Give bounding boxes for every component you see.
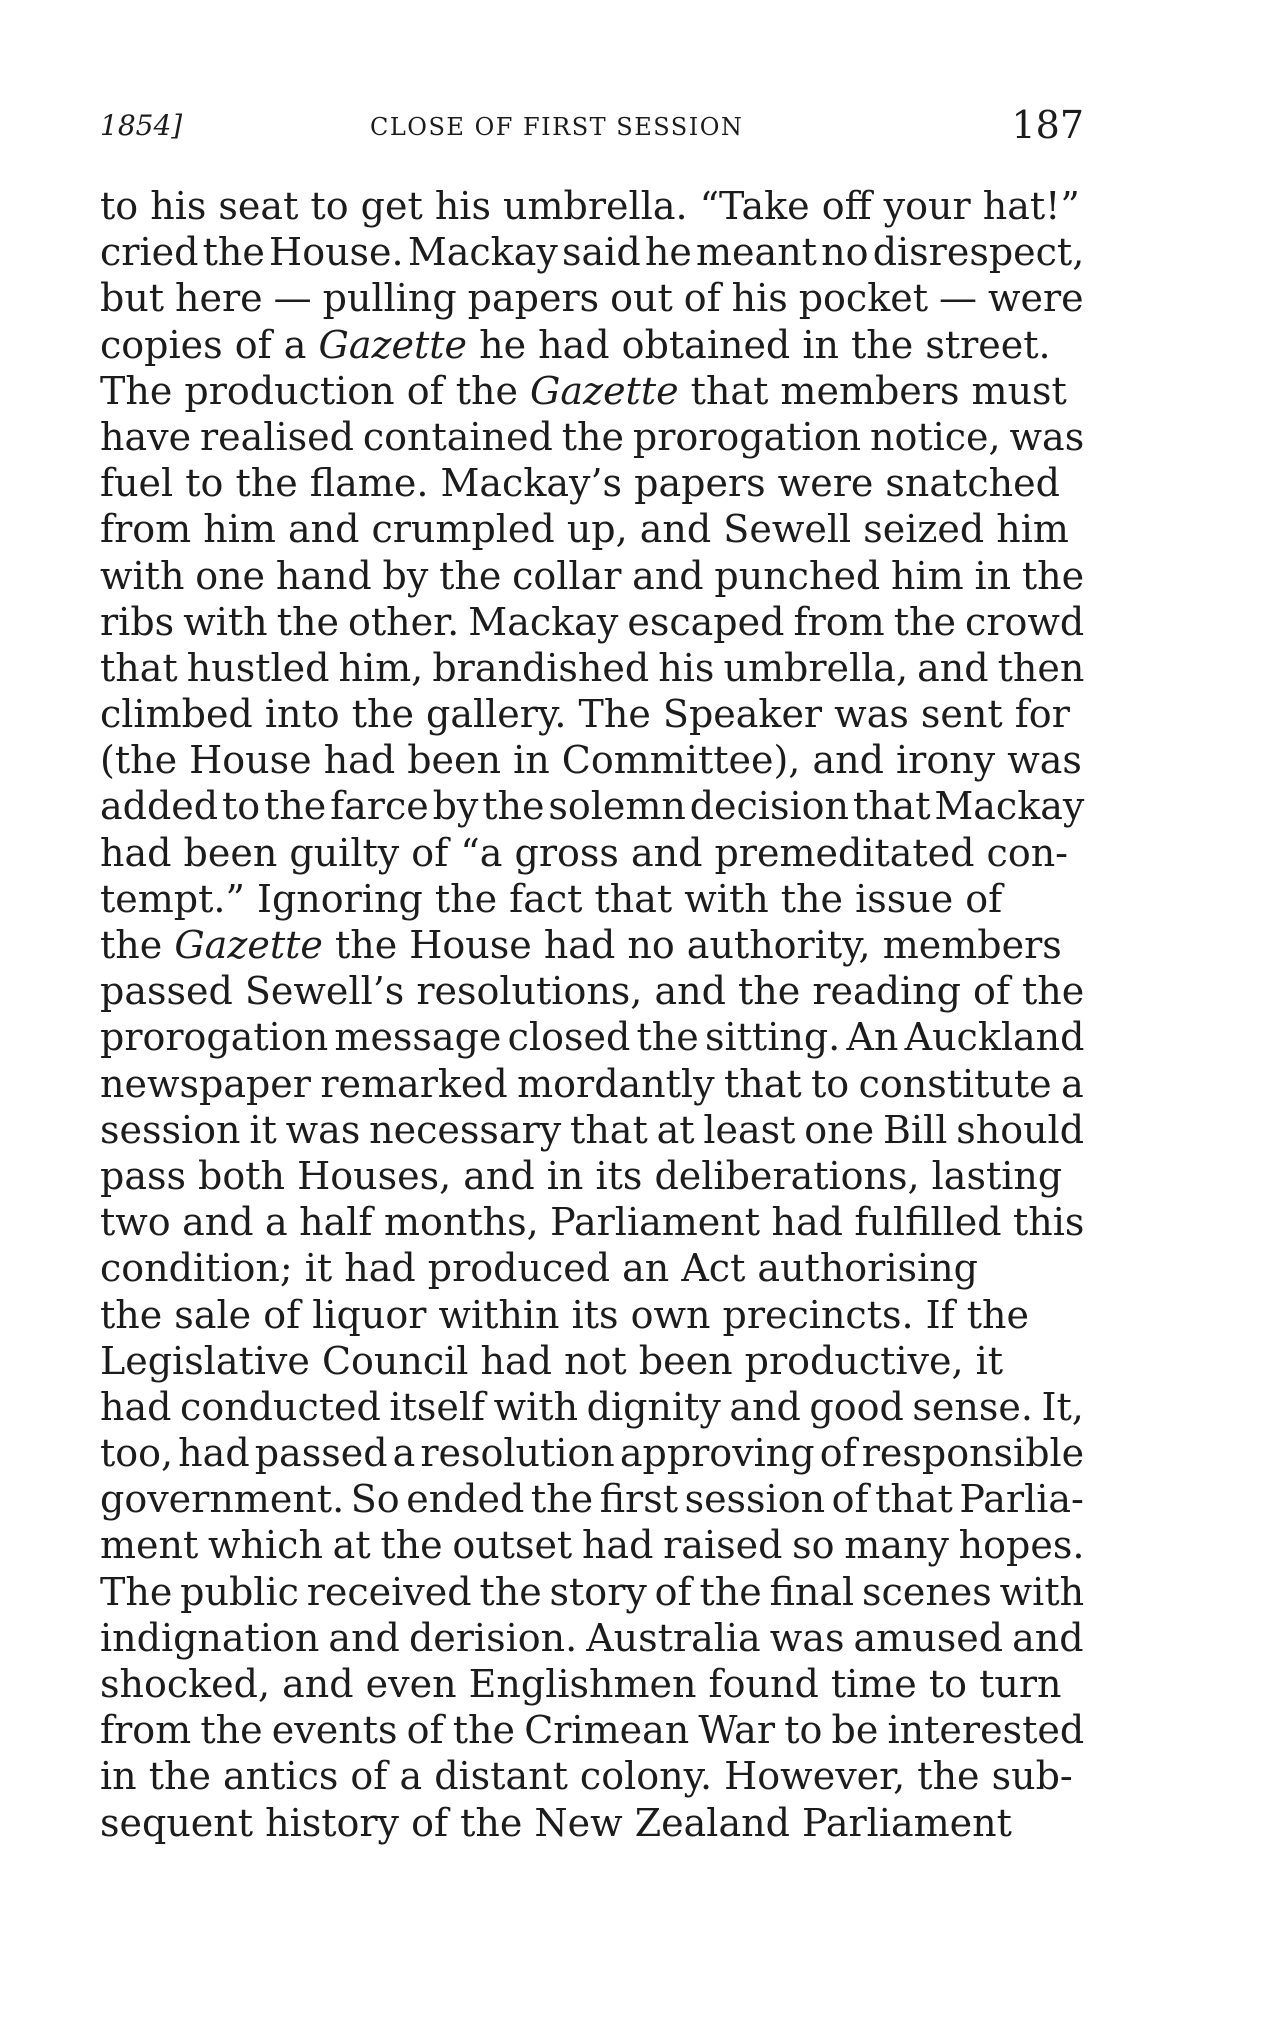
- text-segment: The production of the: [100, 368, 531, 413]
- text-line: [100, 1522, 1084, 1568]
- text-line: [100, 553, 1084, 599]
- text-line: [100, 691, 1084, 737]
- text-segment: added to the farce by the solemn decision that Mackay: [100, 784, 1085, 829]
- text-line: [100, 1430, 1084, 1476]
- italic-title: Gazette: [318, 322, 468, 367]
- text-segment: the: [100, 923, 175, 967]
- text-segment: that hustled him, brandished his umbrella, and then: [100, 645, 1085, 690]
- text-line: [100, 830, 1084, 876]
- text-segment: the sale of liquor within its own precincts. If the: [100, 1292, 1030, 1337]
- text-segment: government. So ended the first session of that Parlia-: [100, 1477, 1084, 1522]
- text-line: [100, 460, 1084, 506]
- text-segment: with one hand by the collar and punched him in the: [100, 553, 1085, 598]
- text-line: [100, 1153, 1084, 1199]
- text-line: [100, 1707, 1084, 1753]
- text-segment: shocked, and even Englishmen found time to turn: [100, 1662, 1062, 1706]
- text-segment: ribs with the other. Mackay escaped from the crowd: [100, 599, 1085, 644]
- text-line: [100, 599, 1084, 645]
- text-segment: copies of a: [100, 322, 319, 367]
- text-segment: session it was necessary that at least one Bill should: [100, 1107, 1085, 1152]
- text-segment: have realised contained the prorogation notice, was: [100, 414, 1085, 459]
- text-line: [100, 1384, 1084, 1430]
- text-line: [100, 183, 1084, 229]
- text-segment: climbed into the gallery. The Speaker was sent for: [100, 692, 1070, 737]
- text-line: [100, 275, 1084, 321]
- italic-title: Gazette: [174, 923, 323, 967]
- text-line: [100, 783, 1084, 829]
- text-segment: passed Sewell’s resolutions, and the reading of the: [100, 969, 1085, 1014]
- text-line: [100, 876, 1084, 922]
- text-line: [100, 1199, 1084, 1245]
- text-line: [100, 1061, 1084, 1107]
- text-line: [100, 922, 1084, 968]
- text-segment: from the events of the Crimean War to be interested: [100, 1708, 1085, 1753]
- text-line: [100, 1661, 1084, 1707]
- text-line: [100, 322, 1084, 368]
- text-segment: The public received the story of the final scenes with: [100, 1569, 1085, 1614]
- text-segment: sequent history of the New Zealand Parliament: [100, 1800, 1012, 1845]
- text-segment: pass both Houses, and in its deliberations, lasting: [100, 1153, 1063, 1198]
- text-line: [100, 229, 1084, 275]
- page-number: 187: [1011, 103, 1084, 147]
- text-segment: prorogation message closed the sitting. An Auckland: [100, 1015, 1085, 1060]
- body-text: [100, 183, 1084, 1846]
- text-segment: but here — pulling papers out of his pocket — were: [100, 276, 1084, 321]
- text-segment: ment which at the outset had raised so many hopes.: [100, 1523, 1085, 1568]
- text-segment: he had obtained in the street.: [467, 322, 1051, 367]
- text-segment: indignation and derision. Australia was amused and: [100, 1615, 1084, 1660]
- text-segment: had conducted itself with dignity and good sense. It,: [100, 1384, 1084, 1429]
- text-segment: condition; it had produced an Act authorising: [100, 1246, 978, 1291]
- text-segment: newspaper remarked mordantly that to constitute a: [100, 1061, 1084, 1106]
- text-segment: (the House had been in Committee), and irony was: [100, 738, 1082, 783]
- text-line: [100, 645, 1084, 691]
- text-line: [100, 1107, 1084, 1153]
- text-line: [100, 368, 1084, 414]
- text-segment: too, had passed a resolution approving of responsible: [100, 1431, 1085, 1476]
- italic-title: Gazette: [530, 368, 679, 413]
- text-segment: in the antics of a distant colony. However, the sub-: [100, 1754, 1073, 1799]
- text-line: [100, 1615, 1084, 1661]
- text-line: [100, 1014, 1084, 1060]
- text-segment: two and a half months, Parliament had fulfilled this: [100, 1200, 1085, 1245]
- text-segment: Legislative Council had not been productive, it: [100, 1338, 1004, 1383]
- text-line: [100, 506, 1084, 552]
- text-line: [100, 414, 1084, 460]
- text-line: [100, 1569, 1084, 1615]
- text-segment: tempt.” Ignoring the fact that with the issue of: [100, 876, 1003, 921]
- text-segment: that members must: [678, 368, 1067, 413]
- text-segment: had been guilty of “a gross and premeditated con-: [100, 830, 1069, 875]
- chapter-title: CLOSE OF FIRST SESSION: [370, 113, 744, 141]
- header-year: 1854]: [100, 109, 183, 142]
- text-segment: the House had no authority, members: [322, 923, 1062, 967]
- text-line: [100, 737, 1084, 783]
- running-header: [100, 103, 1084, 147]
- text-line: [100, 1245, 1084, 1291]
- text-segment: fuel to the flame. Mackay’s papers were snatched: [100, 461, 1060, 506]
- text-line: [100, 1476, 1084, 1522]
- text-segment: from him and crumpled up, and Sewell seized him: [100, 507, 1069, 552]
- text-line: [100, 1292, 1084, 1338]
- text-segment: cried the House. Mackay said he meant no disrespect,: [100, 230, 1085, 275]
- text-line: [100, 968, 1084, 1014]
- text-line: [100, 1753, 1084, 1799]
- text-line: [100, 1800, 1084, 1846]
- text-line: [100, 1338, 1084, 1384]
- text-segment: to his seat to get his umbrella. “Take off your hat!”: [100, 184, 1080, 228]
